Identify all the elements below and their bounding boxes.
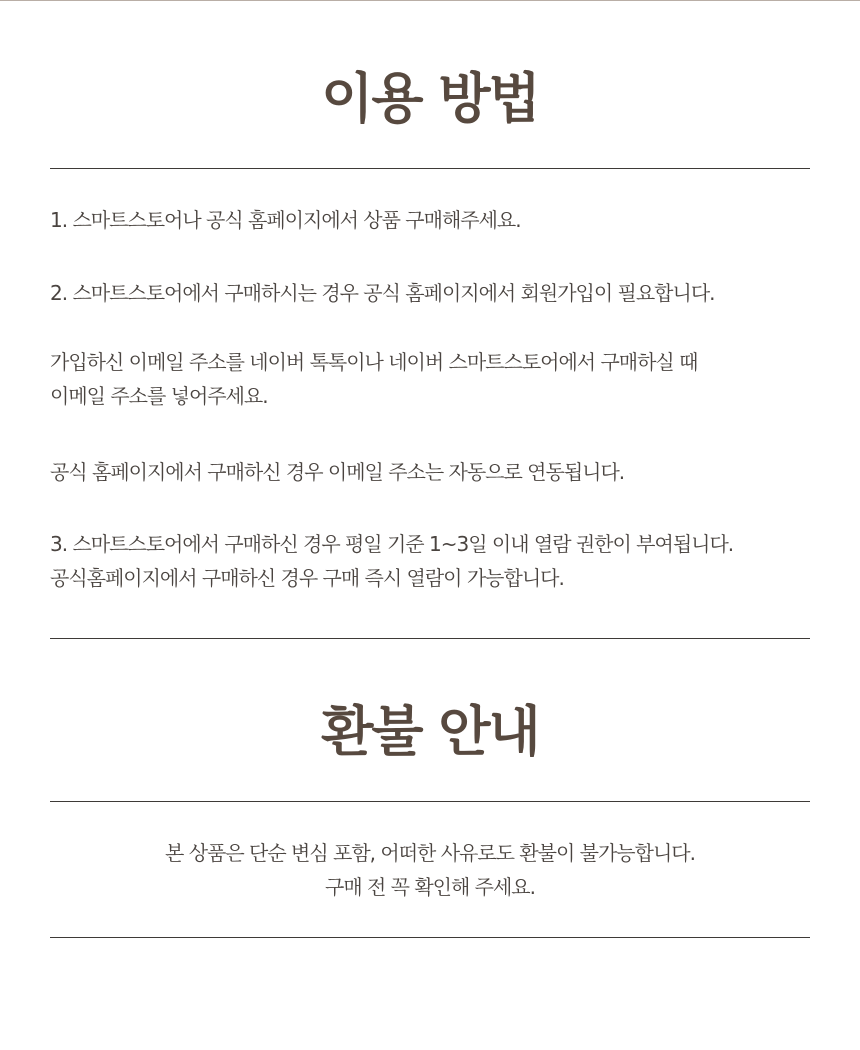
- refund-notice-line-2: 구매 전 꼭 확인해 주세요.: [325, 875, 535, 899]
- usage-step-1: [50, 203, 810, 237]
- usage-step-3-line-2: 공식홈페이지에서 구매하신 경우 구매 즉시 열람이 가능합니다.: [50, 566, 564, 590]
- usage-email-note-line-2: 이메일 주소를 넣어주세요.: [50, 384, 268, 408]
- refund-notice-line-1: 본 상품은 단순 변심 포함, 어떠한 사유로도 환불이 불가능합니다.: [165, 841, 695, 865]
- top-rule: [0, 0, 860, 1]
- usage-email-note: [50, 345, 810, 413]
- usage-step-3-line-1: 3. 스마트스토어에서 구매하신 경우 평일 기준 1~3일 이내 열람 권한이 부여됩니다.: [50, 532, 734, 556]
- usage-step-3: [50, 527, 810, 595]
- refund-title: 환불 안내: [321, 700, 539, 763]
- usage-step-1-text: 1. 스마트스토어나 공식 홈페이지에서 상품 구매해주세요.: [50, 208, 521, 232]
- usage-auto-link: [50, 455, 810, 489]
- usage-auto-link-text: 공식 홈페이지에서 구매하신 경우 이메일 주소는 자동으로 연동됩니다.: [50, 460, 625, 484]
- usage-title: 이용 방법: [321, 67, 539, 130]
- usage-step-2-text: 2. 스마트스토어에서 구매하시는 경우 공식 홈페이지에서 회원가입이 필요합니다.: [50, 281, 715, 305]
- usage-title-divider: [50, 168, 810, 169]
- refund-bottom-divider: [50, 937, 810, 938]
- usage-email-note-line-1: 가입하신 이메일 주소를 네이버 톡톡이나 네이버 스마트스토어에서 구매하실 때: [50, 350, 698, 374]
- refund-title-divider: [50, 801, 810, 802]
- usage-step-2: [50, 276, 810, 310]
- usage-bottom-divider: [50, 638, 810, 639]
- refund-notice: [50, 836, 810, 904]
